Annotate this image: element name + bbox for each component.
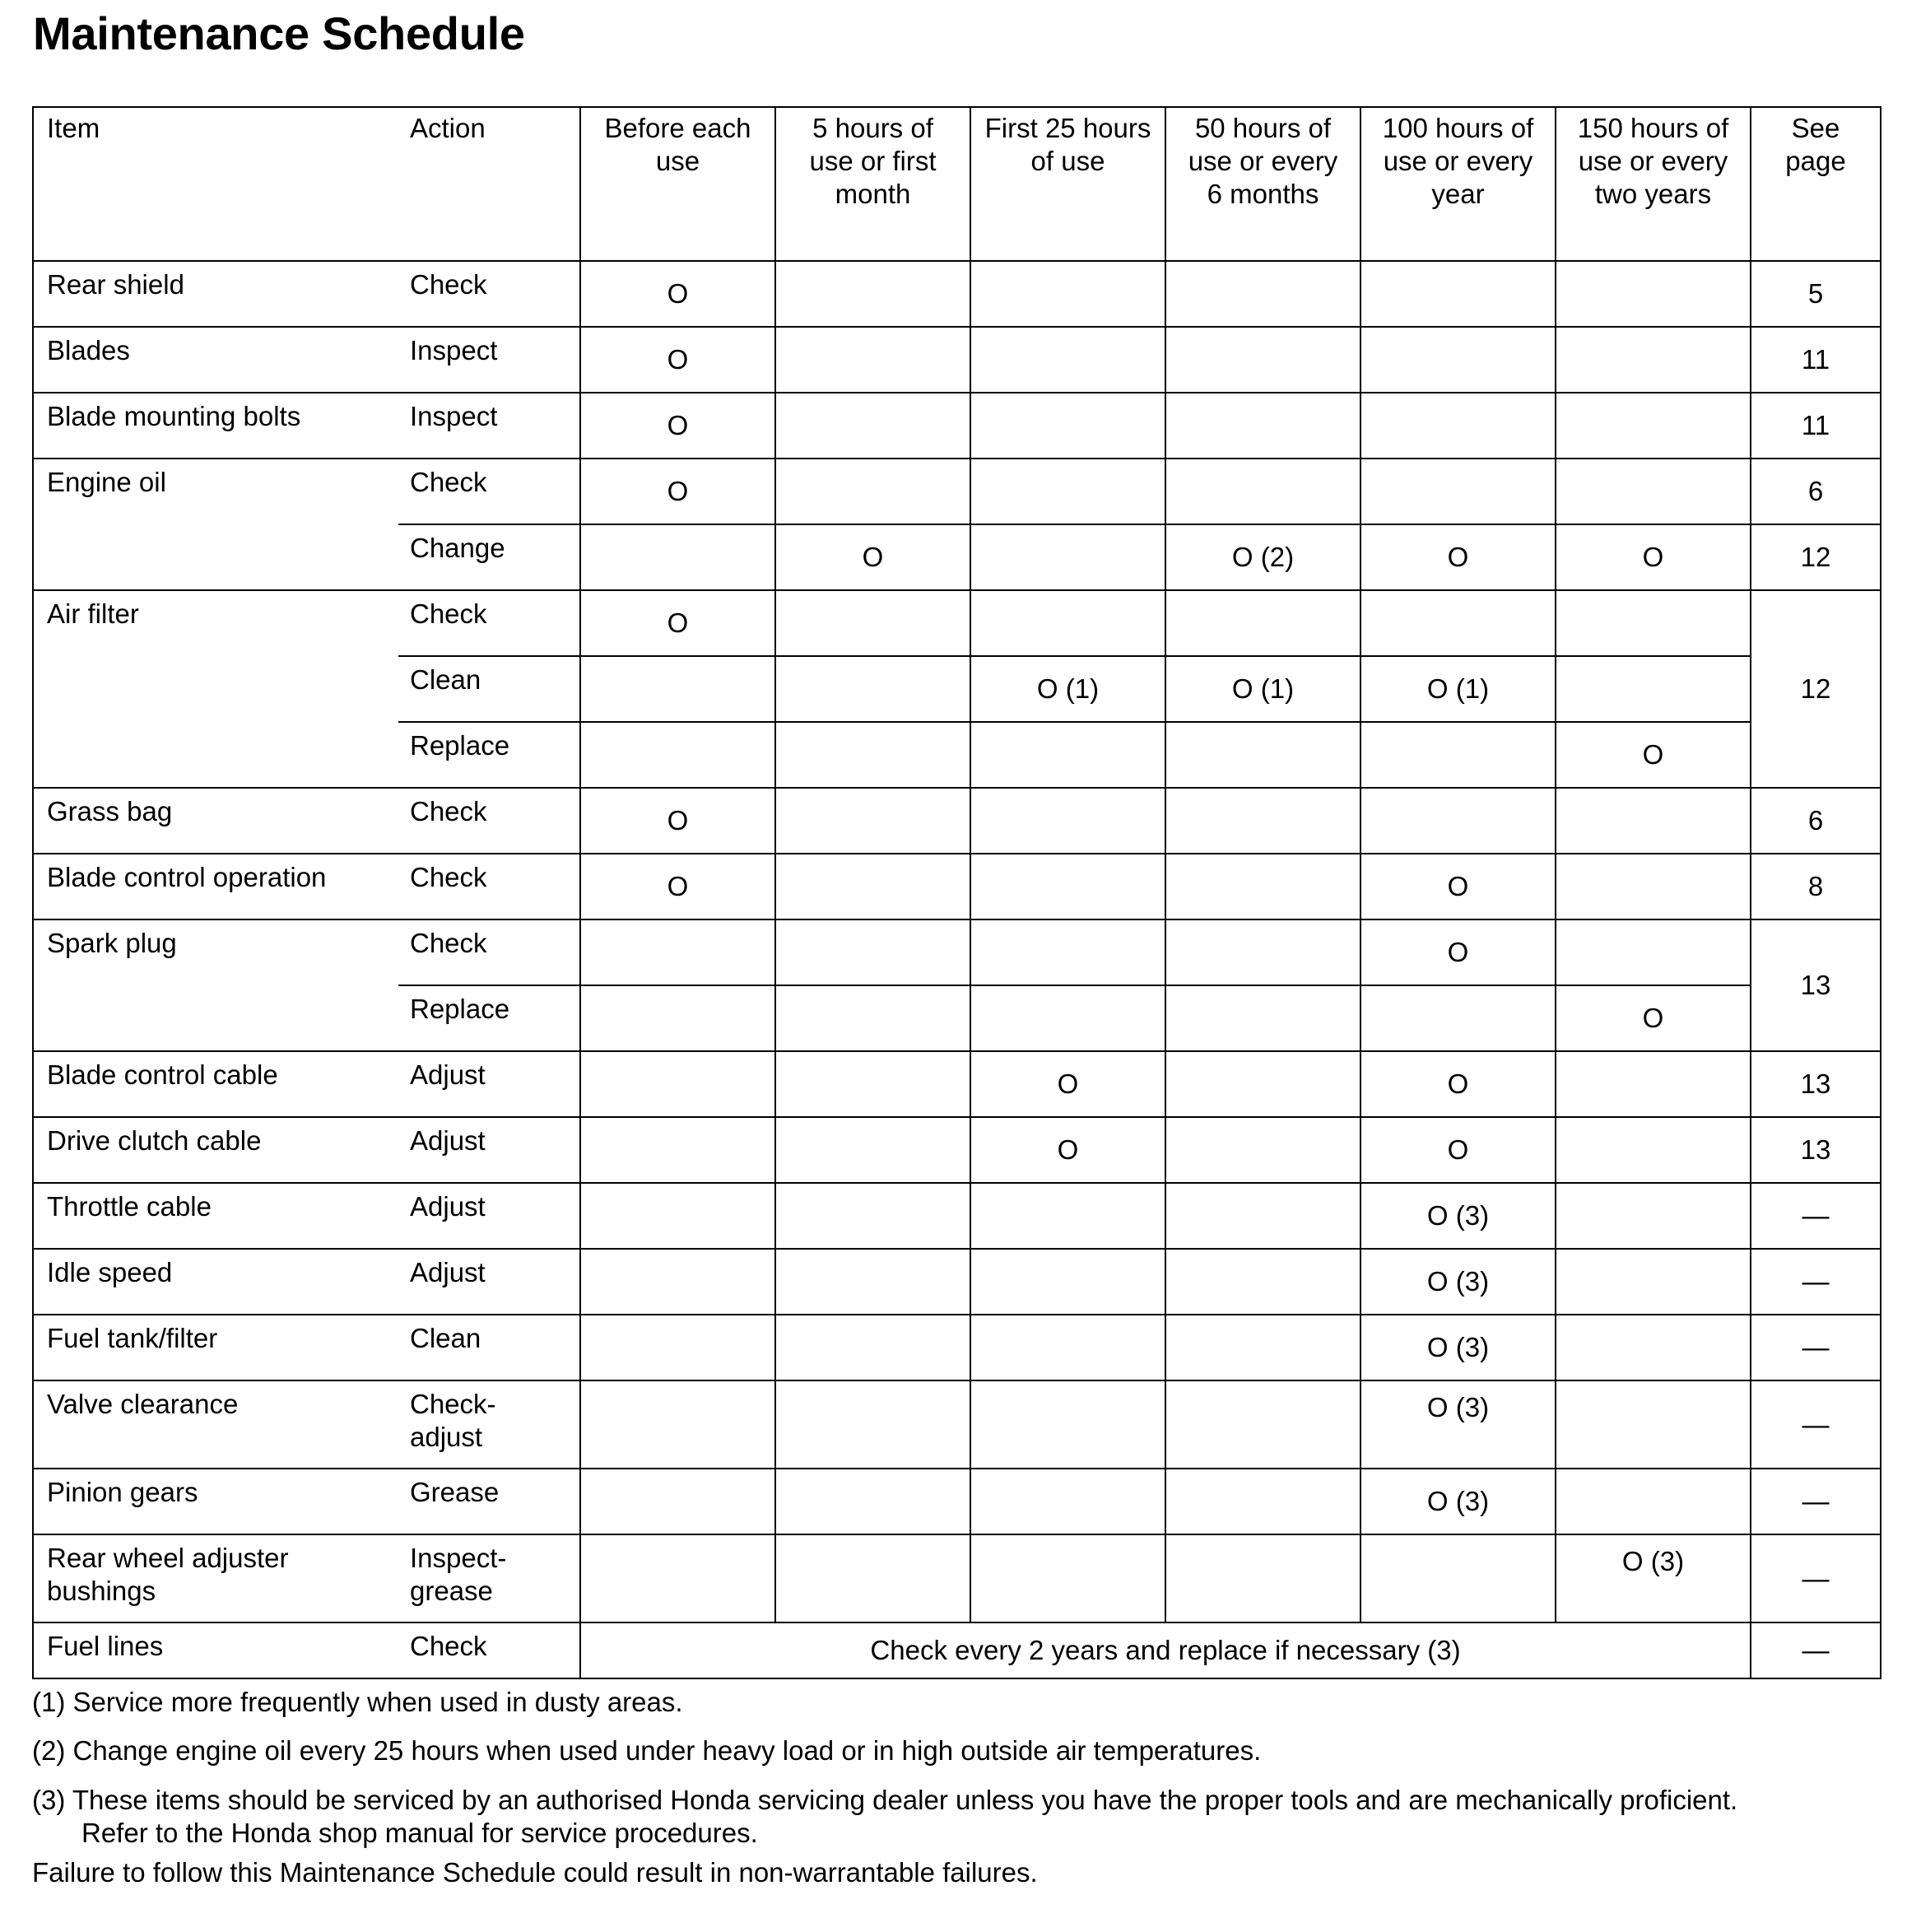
table-row [33, 854, 1881, 919]
interval-mark [580, 656, 775, 722]
table-row [33, 1380, 1881, 1469]
table-row [33, 1183, 1881, 1249]
interval-mark: O (3) [1360, 1183, 1556, 1249]
action-cell: Replace [398, 722, 580, 788]
interval-mark [580, 1249, 775, 1315]
col-header-5-hours: 5 hours of use or first month [775, 107, 970, 261]
item-cell: Valve clearance [33, 1380, 398, 1469]
page-ref: — [1751, 1469, 1881, 1534]
interval-mark [580, 1117, 775, 1183]
item-cell: Idle speed [33, 1249, 398, 1315]
interval-mark: O [1360, 919, 1556, 985]
page-ref: 12 [1751, 524, 1881, 590]
interval-mark: O [1360, 1117, 1556, 1183]
page-ref: 8 [1751, 854, 1881, 919]
footnote-3-line-1: (3) These items should be serviced by an authorised Honda servicing dealer unless you have the proper tools and are mechanically proficient. [32, 1785, 1738, 1815]
action-cell: Clean [398, 656, 580, 722]
interval-mark [1360, 722, 1556, 788]
interval-mark [775, 1469, 970, 1534]
interval-mark: O [1556, 722, 1751, 788]
interval-mark: O [1360, 1051, 1556, 1117]
page-ref: 11 [1751, 393, 1881, 459]
item-cell: Engine oil [33, 459, 398, 590]
table-row [33, 393, 1881, 459]
interval-mark [1360, 590, 1556, 656]
interval-mark [1165, 919, 1360, 985]
col-header-item: Item [33, 107, 398, 261]
interval-mark [970, 1249, 1165, 1315]
item-cell: Blade control cable [33, 1051, 398, 1117]
page-ref: 6 [1751, 459, 1881, 524]
interval-mark [1165, 459, 1360, 524]
interval-mark [1556, 919, 1751, 985]
interval-mark [970, 459, 1165, 524]
interval-mark [1556, 1051, 1751, 1117]
interval-mark [775, 788, 970, 854]
interval-mark [970, 590, 1165, 656]
col-header-50-hours: 50 hours of use or every 6 months [1165, 107, 1360, 261]
col-header-100-hours: 100 hours of use or every year [1360, 107, 1556, 261]
interval-mark [580, 1315, 775, 1380]
interval-mark: O (3) [1360, 1249, 1556, 1315]
table-row [33, 327, 1881, 393]
interval-mark [1556, 1117, 1751, 1183]
col-header-action: Action [398, 107, 580, 261]
page-ref: 12 [1751, 590, 1881, 788]
interval-mark [775, 1183, 970, 1249]
interval-mark [1556, 1183, 1751, 1249]
interval-mark [1165, 1469, 1360, 1534]
page-ref: — [1751, 1315, 1881, 1380]
interval-mark [1360, 459, 1556, 524]
interval-mark: O [580, 590, 775, 656]
item-cell: Grass bag [33, 788, 398, 854]
action-cell: Inspect-grease [398, 1534, 580, 1622]
interval-mark [1556, 1380, 1751, 1469]
interval-mark [580, 919, 775, 985]
interval-mark [1165, 1380, 1360, 1469]
interval-mark [970, 722, 1165, 788]
item-cell: Rear shield [33, 261, 398, 327]
interval-mark [580, 1469, 775, 1534]
interval-mark: O (1) [1165, 656, 1360, 722]
col-header-first-25-hours: First 25 hours of use [970, 107, 1165, 261]
interval-mark [1556, 327, 1751, 393]
footnote-2: (2) Change engine oil every 25 hours when used under heavy load or in high outside air temperatures. [32, 1735, 1262, 1766]
interval-mark: O [1556, 524, 1751, 590]
interval-mark [970, 919, 1165, 985]
interval-mark [775, 1315, 970, 1380]
maintenance-schedule-table [32, 106, 1881, 1679]
interval-mark: O [580, 459, 775, 524]
interval-mark [775, 261, 970, 327]
interval-mark [580, 1534, 775, 1622]
table-row [33, 261, 1881, 327]
interval-mark [1165, 1117, 1360, 1183]
interval-mark: O [970, 1117, 1165, 1183]
page-ref: 11 [1751, 327, 1881, 393]
interval-mark: O [1556, 985, 1751, 1051]
header-row [33, 107, 1881, 261]
interval-mark [775, 1051, 970, 1117]
action-cell: Check [398, 919, 580, 985]
interval-mark [1556, 590, 1751, 656]
table-row [33, 590, 1881, 656]
interval-mark [1165, 722, 1360, 788]
interval-mark [1556, 656, 1751, 722]
action-cell: Check [398, 261, 580, 327]
page-ref: 6 [1751, 788, 1881, 854]
item-cell: Air filter [33, 590, 398, 788]
interval-mark: O (3) [1360, 1315, 1556, 1380]
action-cell: Check [398, 1622, 580, 1678]
table-row [33, 1117, 1881, 1183]
interval-mark: O [580, 854, 775, 919]
interval-mark [580, 1380, 775, 1469]
interval-mark [580, 985, 775, 1051]
interval-mark [970, 261, 1165, 327]
interval-mark [970, 788, 1165, 854]
interval-mark [1556, 261, 1751, 327]
item-cell: Rear wheel adjuster bushings [33, 1534, 398, 1622]
interval-mark [1360, 1534, 1556, 1622]
interval-mark [775, 327, 970, 393]
interval-mark [1556, 459, 1751, 524]
interval-mark [970, 985, 1165, 1051]
page-ref: 13 [1751, 1051, 1881, 1117]
interval-mark [580, 722, 775, 788]
interval-mark: O (3) [1360, 1380, 1556, 1469]
page-title: Maintenance Schedule [33, 7, 525, 59]
interval-mark: O [580, 788, 775, 854]
interval-mark [1165, 788, 1360, 854]
interval-mark [1165, 985, 1360, 1051]
interval-mark: O (3) [1556, 1534, 1751, 1622]
table-row [33, 1249, 1881, 1315]
table-row [33, 1469, 1881, 1534]
col-header-150-hours: 150 hours of use or every two years [1556, 107, 1751, 261]
footnote-1: (1) Service more frequently when used in dusty areas. [32, 1687, 683, 1717]
action-cell: Check [398, 590, 580, 656]
page-ref: — [1751, 1183, 1881, 1249]
interval-mark [1556, 393, 1751, 459]
interval-mark [970, 1380, 1165, 1469]
interval-mark [1165, 590, 1360, 656]
table-row [33, 459, 1881, 524]
action-cell: Check [398, 854, 580, 919]
action-cell: Check [398, 788, 580, 854]
interval-mark [775, 393, 970, 459]
interval-mark [775, 919, 970, 985]
action-cell: Adjust [398, 1249, 580, 1315]
page-ref: 13 [1751, 919, 1881, 1051]
interval-mark [1360, 327, 1556, 393]
interval-mark [970, 1183, 1165, 1249]
interval-mark [970, 524, 1165, 590]
action-cell: Inspect [398, 393, 580, 459]
page-ref: — [1751, 1249, 1881, 1315]
item-cell: Throttle cable [33, 1183, 398, 1249]
interval-mark [1165, 1249, 1360, 1315]
interval-mark [580, 524, 775, 590]
item-cell: Fuel tank/filter [33, 1315, 398, 1380]
interval-mark [1360, 788, 1556, 854]
action-cell: Inspect [398, 327, 580, 393]
col-header-before-each-use: Before each use [580, 107, 775, 261]
interval-mark [1165, 327, 1360, 393]
action-cell: Check [398, 459, 580, 524]
interval-mark [580, 1183, 775, 1249]
interval-mark [1360, 985, 1556, 1051]
item-cell: Blades [33, 327, 398, 393]
table-row [33, 788, 1881, 854]
interval-mark [1165, 1315, 1360, 1380]
page-ref: — [1751, 1380, 1881, 1469]
action-cell: Clean [398, 1315, 580, 1380]
interval-mark [775, 1249, 970, 1315]
footnote-3-line-2: Refer to the Honda shop manual for service procedures. [81, 1818, 758, 1848]
page-ref: — [1751, 1534, 1881, 1622]
interval-mark [1556, 1469, 1751, 1534]
interval-mark [775, 459, 970, 524]
interval-mark [970, 1469, 1165, 1534]
interval-mark: O [1360, 854, 1556, 919]
action-cell: Adjust [398, 1117, 580, 1183]
interval-mark [775, 854, 970, 919]
action-cell: Grease [398, 1469, 580, 1534]
interval-mark [1165, 1534, 1360, 1622]
interval-mark [1165, 1183, 1360, 1249]
action-cell: Adjust [398, 1051, 580, 1117]
interval-mark: O (1) [970, 656, 1165, 722]
interval-mark [1360, 261, 1556, 327]
interval-mark [580, 1051, 775, 1117]
interval-mark: O [580, 393, 775, 459]
interval-mark: O [580, 261, 775, 327]
interval-mark [775, 656, 970, 722]
interval-mark [970, 327, 1165, 393]
interval-mark: O [970, 1051, 1165, 1117]
action-cell: Adjust [398, 1183, 580, 1249]
interval-mark [775, 985, 970, 1051]
item-cell: Fuel lines [33, 1622, 398, 1678]
table-row [33, 1051, 1881, 1117]
page-ref: 13 [1751, 1117, 1881, 1183]
item-cell: Pinion gears [33, 1469, 398, 1534]
item-cell: Blade control operation [33, 854, 398, 919]
interval-mark [775, 1380, 970, 1469]
table-row [33, 1315, 1881, 1380]
interval-mark: O (1) [1360, 656, 1556, 722]
table-row [33, 1622, 1881, 1678]
interval-mark [1165, 261, 1360, 327]
action-cell: Change [398, 524, 580, 590]
page-ref: 5 [1751, 261, 1881, 327]
interval-mark [970, 1534, 1165, 1622]
interval-mark: O [1360, 524, 1556, 590]
interval-mark [1165, 854, 1360, 919]
action-cell: Replace [398, 985, 580, 1051]
interval-mark [1556, 788, 1751, 854]
interval-mark [775, 722, 970, 788]
interval-mark [1556, 1315, 1751, 1380]
table-row [33, 1534, 1881, 1622]
interval-mark [775, 1534, 970, 1622]
interval-mark [970, 1315, 1165, 1380]
interval-mark: O (2) [1165, 524, 1360, 590]
interval-mark: O [580, 327, 775, 393]
interval-mark [970, 393, 1165, 459]
col-header-see-page: See page [1751, 107, 1881, 261]
interval-mark [1556, 1249, 1751, 1315]
action-cell: Check-adjust [398, 1380, 580, 1469]
footnote-3 [32, 1784, 1892, 1850]
item-cell: Spark plug [33, 919, 398, 1051]
interval-mark [1556, 854, 1751, 919]
interval-mark: O (3) [1360, 1469, 1556, 1534]
warranty-warning: Failure to follow this Maintenance Schedule could result in non-warrantable failures. [32, 1857, 1038, 1888]
interval-mark [775, 1117, 970, 1183]
interval-mark: O [775, 524, 970, 590]
item-cell: Blade mounting bolts [33, 393, 398, 459]
table-row [33, 919, 1881, 985]
interval-mark [775, 590, 970, 656]
interval-mark [1165, 1051, 1360, 1117]
item-cell: Drive clutch cable [33, 1117, 398, 1183]
interval-mark [970, 854, 1165, 919]
interval-mark [1360, 393, 1556, 459]
interval-mark [1165, 393, 1360, 459]
page-ref: — [1751, 1622, 1881, 1678]
fuel-lines-note: Check every 2 years and replace if necessary (3) [580, 1622, 1751, 1678]
